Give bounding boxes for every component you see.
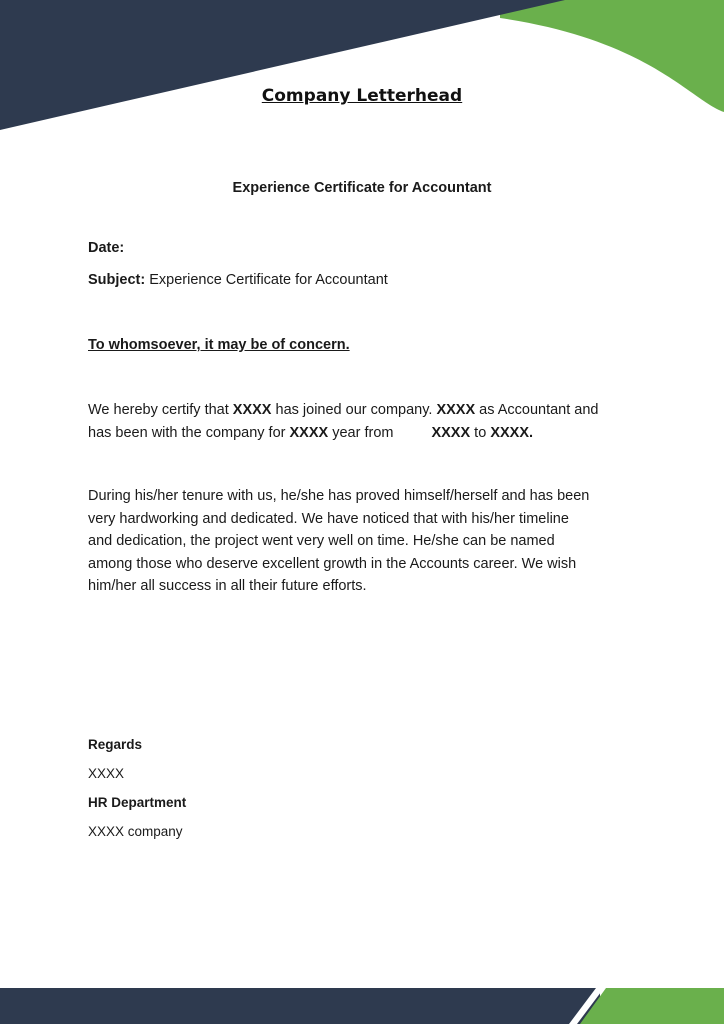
company-name: XXXX company	[88, 824, 183, 839]
text-run: as Accountant and	[475, 402, 599, 418]
paragraph-2-line: During his/her tenure with us, he/she has proved himself/herself and has been	[88, 488, 590, 504]
paragraph-1-line-2	[88, 422, 598, 445]
placeholder-years: XXXX	[289, 424, 329, 441]
placeholder-start: XXXX	[431, 424, 471, 441]
paragraph-2	[88, 485, 589, 598]
paragraph-2-line: very hardworking and dedicated. We have noticed that with his/her timeline	[88, 510, 569, 527]
text-run: to	[470, 424, 491, 441]
green-footer-band	[580, 988, 724, 1024]
signatory-name: XXXX	[88, 766, 125, 781]
salutation: To whomsoever, it may be of concern.	[88, 337, 350, 353]
header-decoration	[0, 0, 724, 140]
department-label: HR Department	[88, 795, 187, 810]
regards-label: Regards	[88, 737, 143, 752]
subject-line	[88, 272, 388, 288]
text-run: has been with the company for	[88, 424, 290, 441]
subject-label: Subject:	[88, 272, 146, 288]
text-run: year from	[328, 424, 394, 441]
paragraph-2-line: and dedication, the project went very well on time. He/she can be named	[88, 533, 555, 550]
paragraph-1-line-1	[88, 399, 598, 422]
company-letterhead: Company Letterhead	[261, 86, 463, 106]
placeholder-name: XXXX	[436, 402, 476, 418]
subject-text: Experience Certificate for Accountant	[149, 272, 388, 288]
placeholder-end: XXXX.	[490, 424, 534, 441]
paragraph-1	[88, 399, 598, 444]
text-run: We hereby certify that	[88, 402, 233, 418]
date-label: Date:	[88, 240, 125, 256]
navy-slant-shape	[0, 0, 565, 130]
document-title: Experience Certificate for Accountant	[232, 180, 492, 196]
paragraph-2-line: among those who deserve excellent growth in the Accounts career. We wish	[88, 555, 577, 572]
footer-decoration	[0, 988, 724, 1024]
text-run: has joined our company.	[271, 402, 437, 418]
navy-footer-band	[0, 988, 600, 1024]
placeholder-name: XXXX	[232, 402, 272, 418]
paragraph-2-line: him/her all success in all their future efforts.	[88, 578, 367, 595]
